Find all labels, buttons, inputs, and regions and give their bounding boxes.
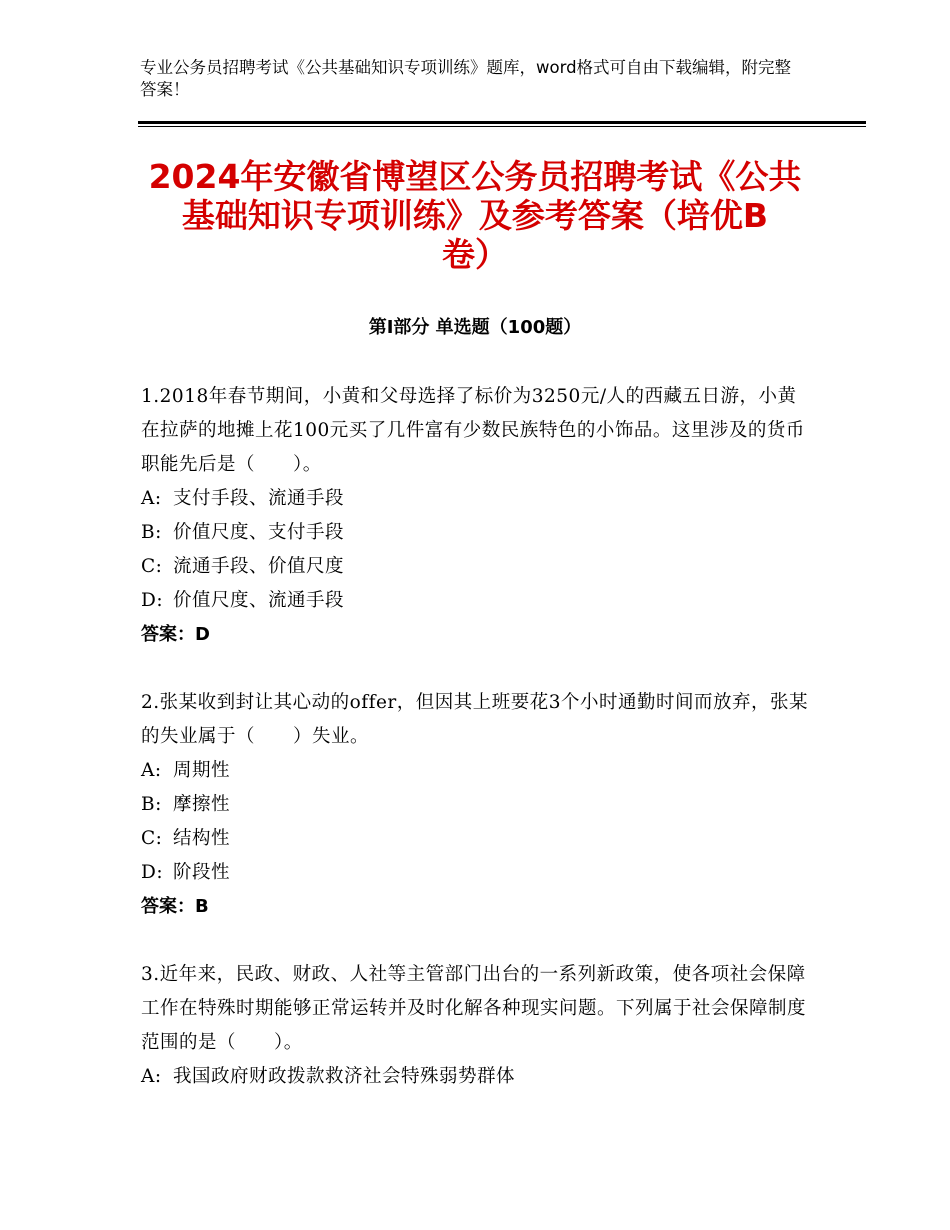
option-key: A: <box>141 760 162 781</box>
option-text: 我国政府财政拨款救济社会特殊弱势群体 <box>173 1066 516 1087</box>
question-3 <box>141 958 811 1094</box>
question-stem: 2.张某收到封让其心动的offer，但因其上班要花3个小时通勤时间而放弃，张某的失业属于（ ）失业。 <box>141 692 809 747</box>
header-rule-thin <box>138 126 866 127</box>
option-text: 流通手段、价值尺度 <box>173 556 345 577</box>
option-text: 支付手段、流通手段 <box>173 488 345 509</box>
option-c <box>141 822 811 856</box>
option-key: D: <box>141 590 164 611</box>
title-line-1: 2024年安徽省博望区公务员招聘考试《公共 <box>148 157 802 196</box>
question-2 <box>141 686 811 924</box>
question-list <box>141 380 811 1128</box>
question-1 <box>141 380 811 652</box>
option-key: A: <box>141 1066 162 1087</box>
option-b <box>141 788 811 822</box>
option-key: B: <box>141 522 162 543</box>
answer-label: 答案：D <box>141 624 210 645</box>
header-note: 专业公务员招聘考试《公共基础知识专项训练》题库，word格式可自由下载编辑，附完整答案！ <box>140 58 792 99</box>
option-a <box>141 1060 811 1094</box>
title-line-2: 基础知识专项训练》及参考答案（培优B <box>181 196 769 235</box>
section-title: 第Ⅰ部分 单选题（100题） <box>368 317 582 338</box>
option-a <box>141 754 811 788</box>
option-a <box>141 482 811 516</box>
question-stem: 1.2018年春节期间，小黄和父母选择了标价为3250元/人的西藏五日游，小黄在拉萨的地摊上花100元买了几件富有少数民族特色的小饰品。这里涉及的货币职能先后是（ ）。 <box>141 386 805 475</box>
option-text: 价值尺度、流通手段 <box>173 590 345 611</box>
option-text: 摩擦性 <box>173 794 231 815</box>
header-rule-thick <box>138 121 866 124</box>
option-key: D: <box>141 862 164 883</box>
answer-label: 答案：B <box>141 896 209 917</box>
option-text: 周期性 <box>173 760 231 781</box>
option-key: A: <box>141 488 162 509</box>
option-d <box>141 584 811 618</box>
title-line-3: 卷） <box>442 235 508 274</box>
option-key: C: <box>141 828 163 849</box>
option-text: 价值尺度、支付手段 <box>173 522 345 543</box>
document-title <box>130 157 820 274</box>
option-key: B: <box>141 794 162 815</box>
question-stem: 3.近年来，民政、财政、人社等主管部门出台的一系列新政策，使各项社会保障工作在特殊时期能够正常运转并及时化解各种现实问题。下列属于社会保障制度范围的是（ ）。 <box>141 964 807 1053</box>
option-key: C: <box>141 556 163 577</box>
option-c <box>141 550 811 584</box>
option-text: 结构性 <box>173 828 231 849</box>
option-text: 阶段性 <box>173 862 231 883</box>
option-b <box>141 516 811 550</box>
option-d <box>141 856 811 890</box>
